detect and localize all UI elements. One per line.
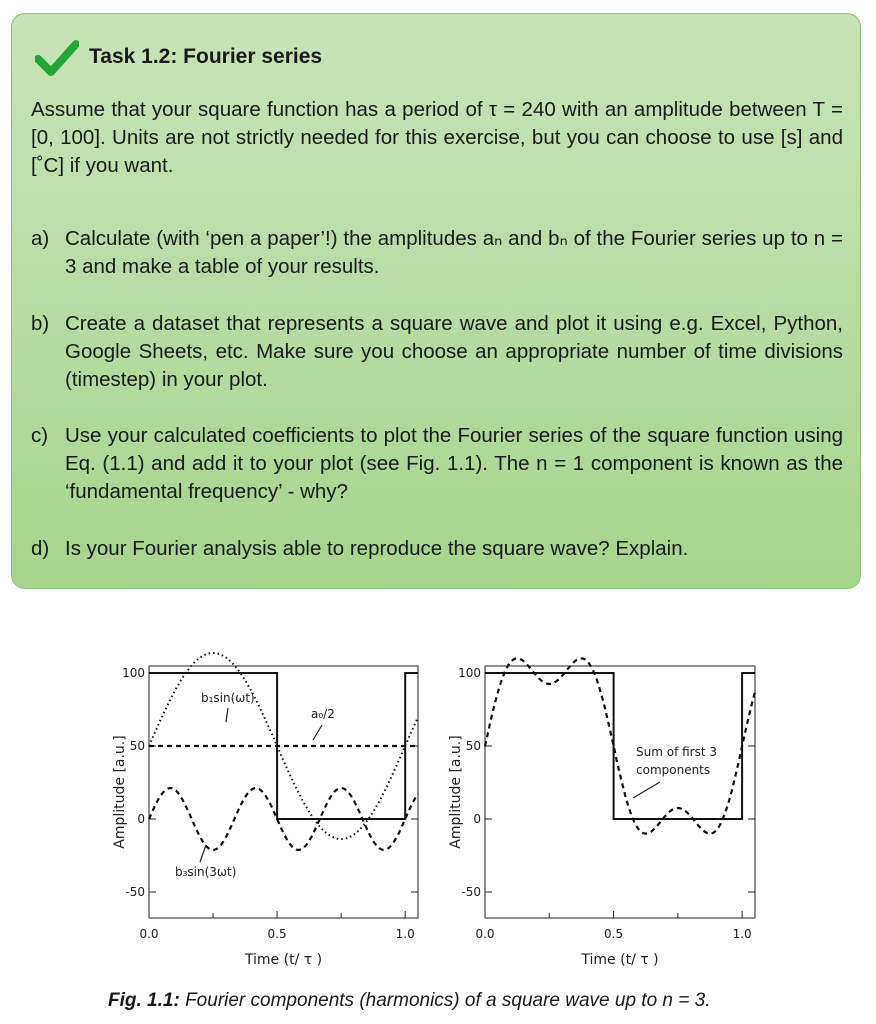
y-tick-label: -50 <box>125 885 145 899</box>
y-tick-label: 50 <box>465 739 481 753</box>
task-intro: Assume that your square function has a period of τ = 240 with an amplitude between T = [0, 100]. Units are not strictly needed for this exercise, but you can choose to use [s] and [˚C] if you want. <box>31 98 843 177</box>
plot-frame <box>149 666 418 918</box>
annotation-arrow <box>200 845 206 862</box>
plot-frame <box>485 666 755 918</box>
annotation-b1-label: b₁sin(ωt) <box>201 691 255 705</box>
x-tick-label: 0.0 <box>475 927 495 941</box>
annotation-arrow <box>226 708 228 722</box>
x-tick-label: 0.5 <box>267 927 287 941</box>
item-text: Is your Fourier analysis able to reproduce the square wave? Explain. <box>65 537 689 560</box>
annotation-sum-label-line1: Sum of first 3 <box>636 745 718 759</box>
x-tick-label: 0.5 <box>604 927 624 941</box>
item-label: c) <box>31 424 49 447</box>
y-tick-label: 100 <box>122 666 145 680</box>
item-label: a) <box>31 227 50 250</box>
annotation-b3-label: b₃sin(3ωt) <box>175 865 237 879</box>
caption-text: Fourier components (harmonics) of a square wave up to n = 3. <box>185 990 711 1011</box>
y-tick-label: 0 <box>473 812 481 826</box>
x-axis-label: Time (t/ τ ) <box>244 952 323 968</box>
item-text: Use your calculated coefficients to plot the Fourier series of the square function using Eq. (1.1) and add it to your plot (see Fig. 1.1). The n = 1 component is known as the ‘fundamental frequency’ - why? <box>65 424 843 503</box>
y-axis-label: Amplitude [a.u.] <box>112 735 128 849</box>
figure-caption <box>108 990 710 1012</box>
item-label: b) <box>31 312 50 335</box>
annotation-sum-label-line2: components <box>636 763 711 777</box>
y-tick-label: 0 <box>137 812 145 826</box>
item-text: Create a dataset that represents a square wave and plot it using e.g. Excel, Python, Google Sheets, etc. Make sure you choose an appropriate number of time divisions (timestep) in your plot. <box>65 312 843 391</box>
caption-prefix: Fig. 1.1: <box>108 990 180 1011</box>
x-tick-label: 1.0 <box>732 927 752 941</box>
task-title: Task 1.2: Fourier series <box>89 45 323 68</box>
annotation-arrow <box>633 782 660 798</box>
annotation-arrow <box>313 725 322 740</box>
annotation-a0-label: a₀/2 <box>311 707 335 721</box>
item-text: Calculate (with ‘pen a paper’!) the amplitudes aₙ and bₙ of the Fourier series up to n = 3 and make a table of your results. <box>65 227 843 278</box>
y-tick-label: -50 <box>461 885 481 899</box>
y-tick-label: 50 <box>129 739 145 753</box>
x-tick-label: 1.0 <box>395 927 415 941</box>
x-axis-label: Time (t/ τ ) <box>581 952 659 968</box>
y-tick-label: 100 <box>458 666 481 680</box>
x-tick-label: 0.0 <box>139 927 159 941</box>
y-axis-label: Amplitude [a.u.] <box>448 735 464 849</box>
item-label: d) <box>31 537 50 560</box>
